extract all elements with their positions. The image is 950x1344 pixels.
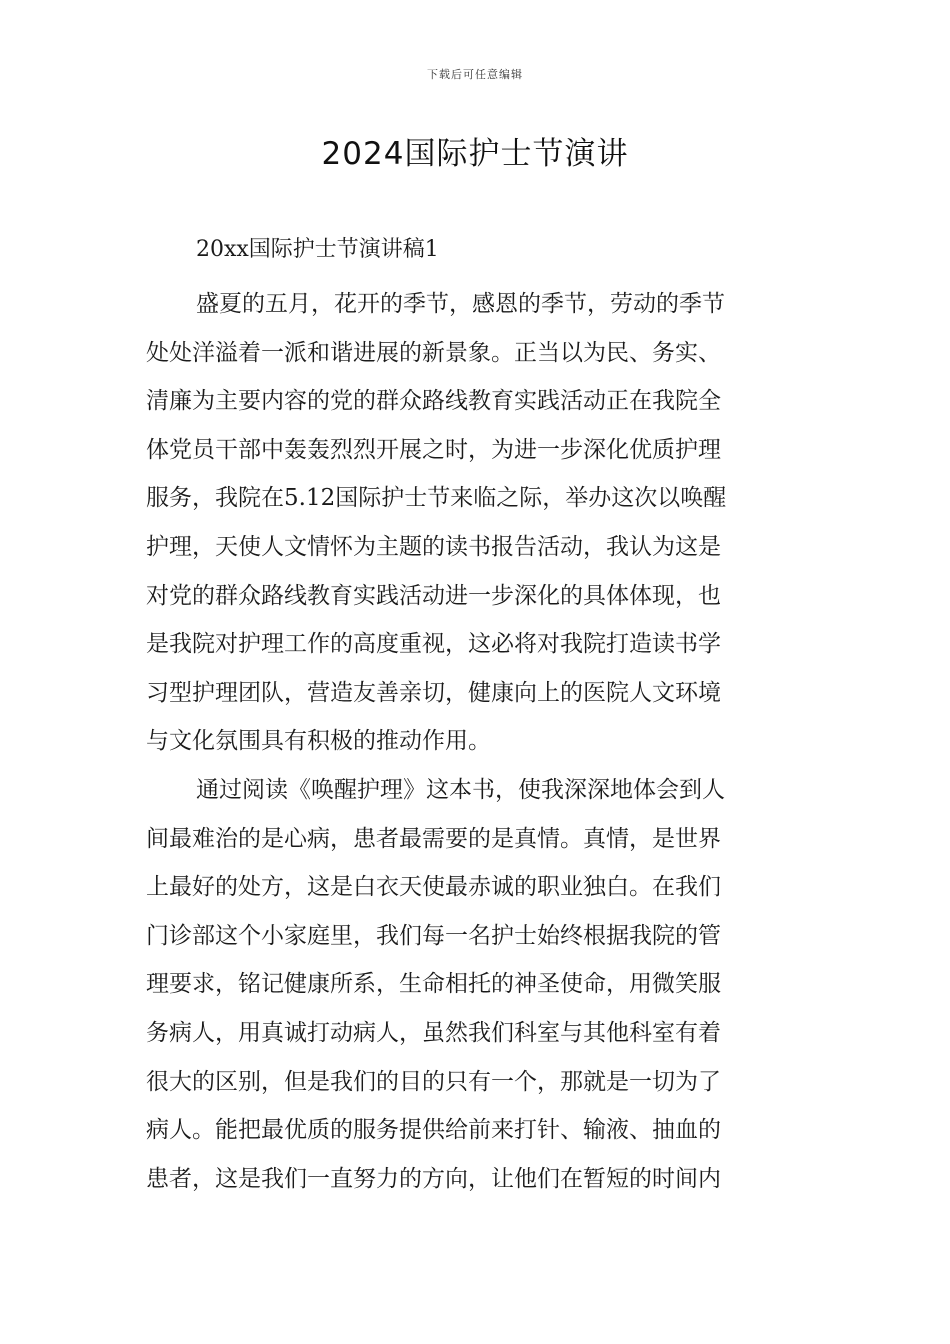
document-subtitle: 20xx国际护士节演讲稿1	[196, 237, 439, 262]
paragraph-1-line-10: 与文化氛围具有积极的推动作用。	[146, 728, 491, 755]
paragraph-2-line-3: 上最好的处方，这是白衣天使最赤诚的职业独白。在我们	[146, 874, 721, 901]
paragraph-2-line-4: 门诊部这个小家庭里，我们每一名护士始终根据我院的管	[146, 922, 721, 949]
paragraph-1-line-1: 盛夏的五月，花开的季节，感恩的季节，劳动的季节	[196, 291, 725, 317]
paragraph-1-line-3: 清廉为主要内容的党的群众路线教育实践活动正在我院全	[146, 388, 721, 415]
document-body	[146, 280, 806, 1203]
paragraph-2-line-9: 患者，这是我们一直努力的方向，让他们在暂短的时间内	[146, 1165, 721, 1192]
paragraph-1-line-2: 处处洋溢着一派和谐进展的新景象。正当以为民、务实、	[146, 339, 721, 366]
paragraph-2-line-5: 理要求，铭记健康所系，生命相托的神圣使命，用微笑服	[146, 971, 721, 998]
paragraph-1-line-4: 体党员干部中轰轰烈烈开展之时，为进一步深化优质护理	[146, 436, 721, 463]
header-note: 下载后可任意编辑	[427, 68, 523, 81]
paragraph-1-line-7: 对党的群众路线教育实践活动进一步深化的具体体现，也	[146, 582, 721, 609]
paragraph-2-line-2: 间最难治的是心病，患者最需要的是真情。真情，是世界	[146, 825, 721, 852]
paragraph-1-line-6: 护理，天使人文情怀为主题的读书报告活动，我认为这是	[146, 533, 721, 560]
paragraph-2-line-1: 通过阅读《唤醒护理》这本书，使我深深地体会到人	[196, 776, 725, 803]
paragraph-2-line-6: 务病人，用真诚打动病人，虽然我们科室与其他科室有着	[146, 1019, 721, 1046]
document-title: 2024国际护士节演讲	[321, 136, 629, 172]
paragraph-2-line-7: 很大的区别，但是我们的目的只有一个，那就是一切为了	[146, 1068, 721, 1095]
paragraph-1-line-9: 习型护理团队，营造友善亲切，健康向上的医院人文环境	[146, 679, 721, 706]
paragraph-1-line-8: 是我院对护理工作的高度重视，这必将对我院打造读书学	[146, 631, 721, 658]
paragraph-2-line-8: 病人。能把最优质的服务提供给前来打针、输液、抽血的	[146, 1117, 721, 1144]
paragraph-1-line-5: 服务，我院在5.12国际护士节来临之际，举办这次以唤醒	[146, 485, 727, 512]
